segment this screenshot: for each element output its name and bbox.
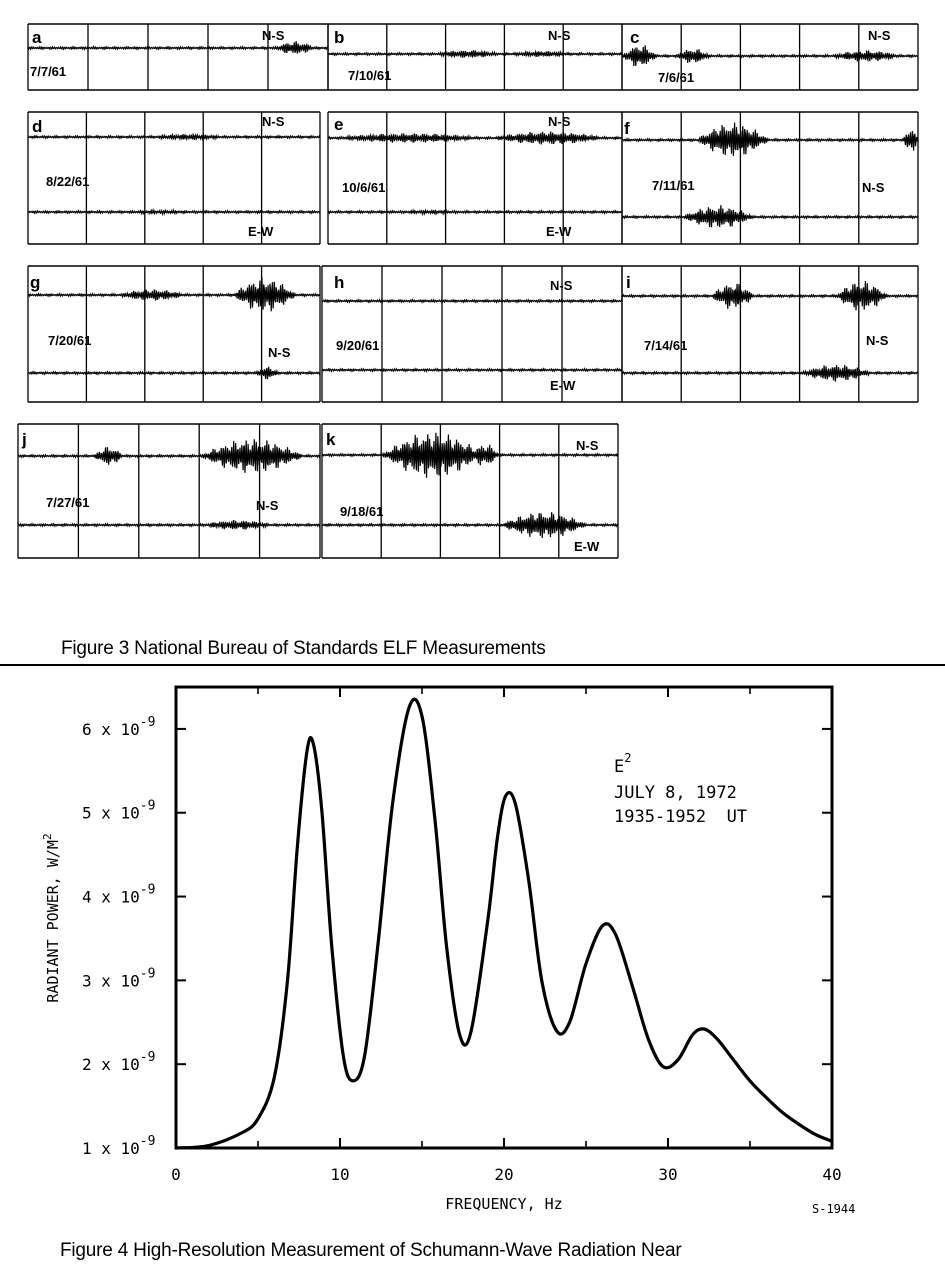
- panel-label: g: [30, 273, 41, 292]
- ew-trace: [28, 210, 320, 214]
- panel-e: [328, 112, 622, 244]
- panel-date: 7/6/61: [658, 70, 695, 85]
- panel-a: [28, 24, 328, 90]
- panel-label: d: [32, 117, 43, 136]
- figure3-traces: [0, 0, 945, 600]
- panel-i: [622, 266, 918, 402]
- ew-trace: [622, 205, 918, 227]
- panel-label: c: [630, 28, 640, 47]
- x-axis-label: FREQUENCY, Hz: [445, 1195, 563, 1213]
- ns-label: N-S: [866, 333, 889, 348]
- x-tick-label: 40: [822, 1165, 842, 1184]
- x-tick-label: 10: [330, 1165, 350, 1184]
- panel-label: a: [32, 28, 42, 47]
- ew-label: E-W: [574, 539, 600, 554]
- ew-label: E-W: [248, 224, 274, 239]
- ns-trace: [328, 50, 622, 58]
- y-tick-label: 1 x $10^{-9}$: [82, 1134, 156, 1158]
- ns-label: N-S: [262, 114, 285, 129]
- panel-h: [322, 266, 622, 402]
- panel-label: h: [334, 273, 345, 292]
- ns-label: N-S: [548, 114, 571, 129]
- figure-code: S-1944: [812, 1202, 856, 1216]
- panel-date: 7/10/61: [348, 68, 392, 83]
- ew-label: E-W: [550, 378, 576, 393]
- panel-d: [28, 112, 320, 244]
- y-tick-label: 4 x $10^{-9}$: [82, 882, 156, 907]
- panel-label: j: [22, 430, 27, 449]
- y-tick-label: 6 x $10^{-9}$: [82, 714, 156, 739]
- ew-trace: [622, 365, 918, 382]
- figure3-caption: Figure 3 National Bureau of Standards ELF Measurements: [61, 638, 546, 659]
- panel-label: f: [624, 119, 630, 138]
- x-tick-label: 0: [171, 1165, 181, 1184]
- ns-trace: [622, 281, 918, 310]
- panel-g: [28, 266, 320, 402]
- panel-c: [622, 24, 918, 90]
- y-tick-label: 5 x $10^{-9}$: [82, 798, 156, 823]
- ns-trace: [28, 134, 320, 140]
- figure4-chart: [0, 666, 945, 1236]
- ns-trace: [28, 278, 320, 312]
- panel-date: 7/27/61: [46, 495, 90, 510]
- y-tick-label: 3 x $10^{-9}$: [82, 966, 156, 991]
- spectrum-line: [176, 699, 832, 1148]
- ns-trace: [18, 439, 320, 473]
- panel-date: 7/11/61: [652, 178, 695, 193]
- ew-trace: [28, 367, 320, 379]
- ns-label: N-S: [548, 28, 571, 43]
- annotation-date: JULY 8, 1972: [614, 783, 737, 803]
- annotation-e-squared: $E^2$: [614, 751, 632, 777]
- ns-trace: [622, 45, 918, 66]
- annotation-time: 1935-1952 UT: [614, 807, 748, 827]
- ns-trace: [322, 300, 622, 302]
- y-axis-label: RADIANT POWER, $W/M^2$: [41, 833, 62, 1003]
- ew-trace: [328, 210, 622, 214]
- panel-date: 7/7/61: [30, 64, 67, 79]
- panel-date: 9/18/61: [340, 504, 384, 519]
- panel-date: 7/14/61: [644, 338, 688, 353]
- annotation-e-base: E: [614, 757, 625, 777]
- panel-j: [18, 424, 320, 558]
- ns-label: N-S: [256, 498, 279, 513]
- x-tick-label: 30: [658, 1165, 678, 1184]
- ew-label: E-W: [546, 224, 572, 239]
- figure4-caption: Figure 4 High-Resolution Measurement of Schumann-Wave Radiation Near: [60, 1240, 682, 1261]
- x-tick-label: 20: [494, 1165, 514, 1184]
- panel-label: b: [334, 28, 345, 47]
- panel-label: k: [326, 430, 336, 449]
- ns-label: N-S: [862, 180, 885, 195]
- panel-date: 8/22/61: [46, 174, 90, 189]
- y-tick-label: 2 x $10^{-9}$: [82, 1050, 156, 1075]
- ns-trace: [322, 433, 618, 478]
- ns-label: N-S: [576, 438, 599, 453]
- ns-label: N-S: [550, 278, 573, 293]
- panel-label: i: [626, 273, 631, 292]
- ns-trace: [328, 132, 622, 145]
- ew-trace: [322, 369, 622, 371]
- ns-label: N-S: [262, 28, 285, 43]
- panel-date: 10/6/61: [342, 180, 386, 195]
- panel-k: [322, 424, 618, 558]
- panel-date: 7/20/61: [48, 333, 92, 348]
- ns-trace: [622, 123, 918, 156]
- panel-b: [328, 24, 622, 90]
- panel-f: [622, 112, 918, 244]
- panel-date: 9/20/61: [336, 338, 380, 353]
- panel-label: e: [334, 115, 344, 134]
- ns-label: N-S: [868, 28, 891, 43]
- ns-label: N-S: [268, 345, 291, 360]
- ew-trace: [18, 520, 320, 530]
